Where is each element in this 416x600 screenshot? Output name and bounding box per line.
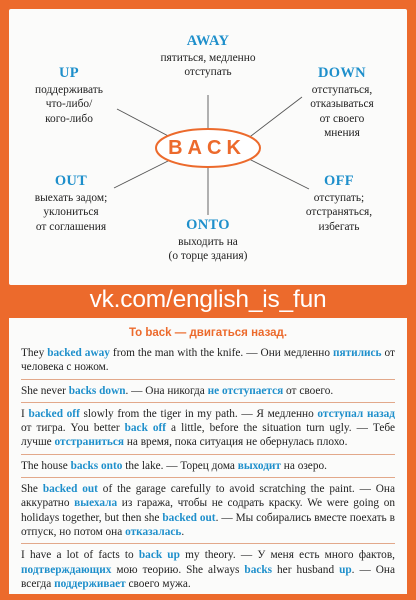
watermark-url: vk.com/english_is_fun	[89, 286, 327, 313]
branch-onto	[148, 217, 268, 264]
example-text: . — Она никогда	[125, 384, 208, 397]
branch-translation: отступать; отстраняться, избегать	[305, 192, 373, 233]
example-text: I	[21, 407, 29, 420]
example-text: . — Она всегда	[21, 563, 395, 590]
highlighted-phrase: backs down	[68, 384, 126, 397]
highlighted-phrase: пятились	[333, 347, 382, 359]
branch-down	[291, 65, 393, 141]
branch-keyword: UP	[59, 65, 79, 81]
branch-translation: выехать задом; уклониться от соглашения	[34, 192, 108, 233]
highlighted-phrase: поддерживает	[54, 577, 126, 590]
highlighted-phrase: up	[339, 563, 352, 576]
branch-out	[15, 173, 127, 234]
highlighted-phrase: backed out	[42, 483, 98, 496]
example-text: her husband	[272, 563, 340, 576]
branch-translation: поддерживать что-либо/ кого-либо	[35, 84, 103, 125]
example-text: от человека с ножом.	[21, 347, 395, 374]
highlighted-phrase: выехала	[74, 497, 118, 510]
example-paragraph	[21, 407, 395, 455]
example-paragraph	[21, 346, 395, 380]
branch-keyword: ONTO	[186, 217, 230, 233]
branch-keyword: OFF	[324, 173, 354, 189]
highlighted-phrase: отстраниться	[54, 436, 125, 449]
example-text: на время, пока ситуация не обернулась плохо.	[124, 436, 348, 449]
example-text: от своего.	[283, 384, 334, 397]
example-text: от тигра. You better	[21, 422, 125, 435]
example-text: the lake. — Торец дома	[122, 459, 238, 472]
example-text: of the garage carefully to avoid scratching the paint. — Она аккуратно	[21, 483, 395, 510]
highlighted-phrase: back up	[138, 549, 180, 562]
examples-card	[9, 318, 407, 594]
branch-away	[148, 33, 268, 80]
example-paragraph	[21, 459, 395, 478]
highlighted-phrase: backed off	[28, 407, 80, 420]
example-text: She	[21, 483, 43, 496]
highlighted-phrase: не отступается	[207, 384, 284, 397]
highlighted-phrase: отказалась	[125, 525, 182, 538]
highlighted-phrase: backs	[244, 563, 273, 576]
example-text: на озеро.	[280, 459, 327, 472]
example-text: They	[21, 347, 48, 359]
example-text: slowly from the tiger in my path. — Я медленно	[79, 407, 318, 420]
highlighted-phrase: back off	[124, 422, 167, 435]
highlighted-phrase: backed away	[47, 347, 110, 359]
example-text: from the man with the knife. — Они медленно	[109, 347, 334, 359]
example-text: my theory. — У меня есть много фактов,	[179, 549, 395, 562]
example-paragraph	[21, 384, 395, 403]
example-text: . — Мы собирались вместе поехать в отпуск, но потом она	[21, 511, 395, 538]
example-text: She never	[21, 384, 69, 397]
example-paragraph	[21, 482, 395, 544]
branch-up	[17, 65, 121, 126]
example-text: своего мужа.	[125, 577, 191, 590]
example-text: I have a lot of facts to	[21, 549, 139, 562]
branch-keyword: DOWN	[318, 65, 366, 81]
center-word: BACK	[168, 137, 246, 159]
example-text: мою теорию. She always	[111, 563, 245, 576]
example-text: a little, before the situation turn ugly. — Тебе лучше	[21, 422, 395, 449]
branch-off	[287, 173, 391, 234]
highlighted-phrase: выходит	[237, 459, 281, 472]
highlighted-phrase: подтверждающих	[21, 563, 112, 576]
branch-translation: выходить на (о торце здания)	[168, 236, 248, 263]
highlighted-phrase: backs onto	[70, 459, 123, 472]
examples-heading: To back — двигаться назад.	[128, 327, 288, 339]
examples-list	[21, 346, 395, 595]
branch-translation: отступаться, отказываться от своего мнения	[310, 84, 374, 140]
highlighted-phrase: backed out	[162, 511, 216, 524]
example-text: .	[181, 525, 185, 538]
diagram-card	[9, 9, 407, 285]
highlighted-phrase: отступал назад	[317, 407, 396, 420]
branch-keyword: OUT	[54, 173, 88, 189]
example-text: из гаража, чтобы не содрать краску. We were going on holidays together, but then she	[21, 497, 395, 524]
branch-keyword: AWAY	[186, 33, 230, 49]
example-text: The house	[21, 459, 71, 472]
example-paragraph	[21, 548, 395, 595]
branch-translation: пятиться, медленно отступать	[160, 52, 256, 79]
